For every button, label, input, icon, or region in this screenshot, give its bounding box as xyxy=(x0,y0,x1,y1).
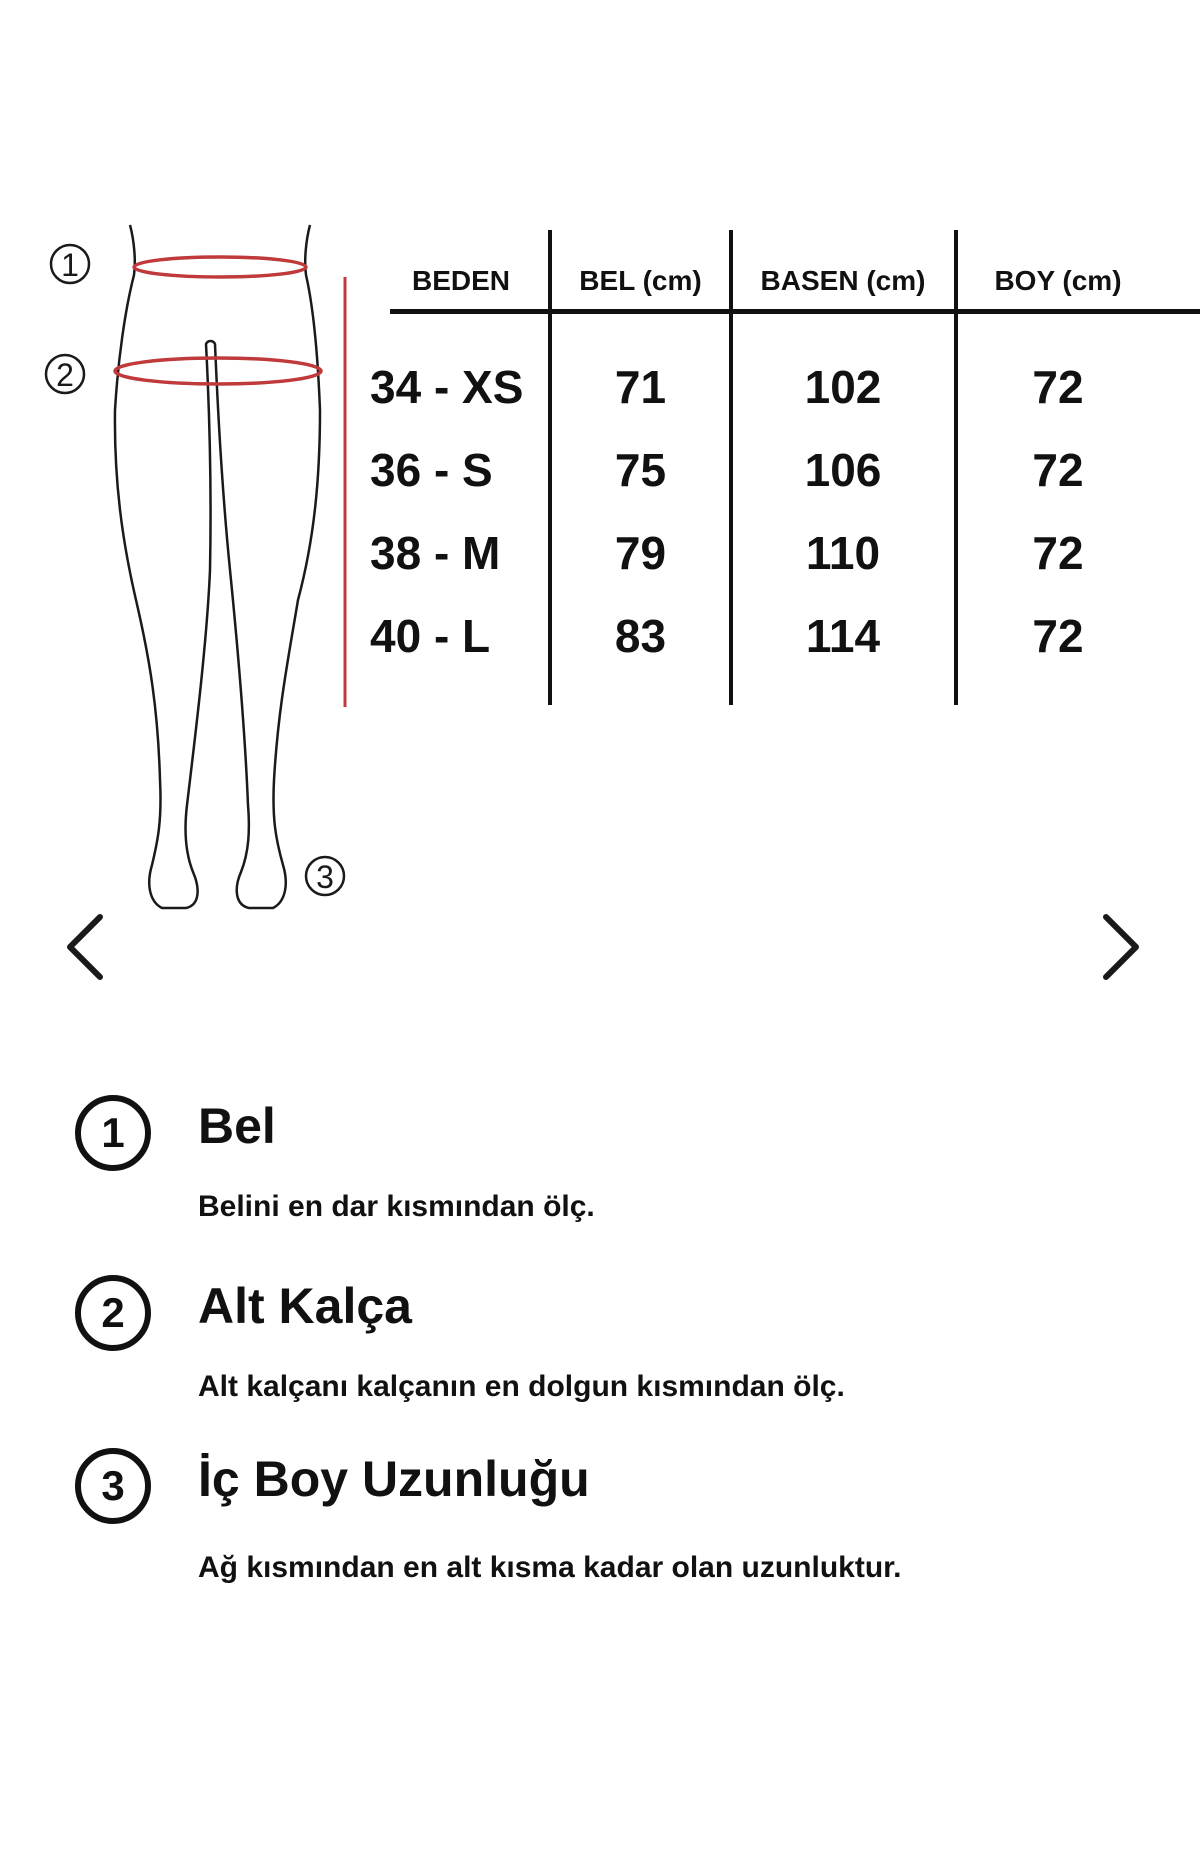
svg-text:1: 1 xyxy=(61,247,79,283)
header-basen: BASEN (cm) xyxy=(760,265,926,296)
size-table xyxy=(368,230,1200,705)
header-boy: BOY (cm) xyxy=(994,265,1122,296)
bel-cell: 83 xyxy=(614,610,667,662)
legend-description: Ağ kısmından en alt kısma kadar olan uzunluktur. xyxy=(198,1551,902,1584)
table-row xyxy=(368,526,1200,586)
marker-2 xyxy=(46,355,84,393)
legend-title: İç Boy Uzunluğu xyxy=(198,1451,590,1507)
size-cell: 34 - XS xyxy=(370,361,524,413)
bel-cell: 71 xyxy=(614,361,667,413)
hip-measure-line xyxy=(115,358,321,384)
size-cell: 36 - S xyxy=(370,444,493,496)
header-divider xyxy=(390,309,1200,314)
header-bel: BEL (cm) xyxy=(579,265,702,296)
legend-description: Alt kalçanı kalçanın en dolgun kısmından ölç. xyxy=(198,1370,845,1403)
svg-text:2: 2 xyxy=(56,357,74,393)
legend-title: Alt Kalça xyxy=(198,1278,412,1334)
basen-cell: 102 xyxy=(804,361,882,413)
size-cell: 38 - M xyxy=(370,527,501,579)
basen-cell: 110 xyxy=(805,527,881,579)
basen-cell: 106 xyxy=(804,444,882,496)
boy-cell: 72 xyxy=(1032,444,1084,496)
bel-cell: 79 xyxy=(614,527,667,579)
legend-description: Belini en dar kısmından ölç. xyxy=(198,1190,595,1223)
next-button[interactable] xyxy=(1100,912,1144,987)
leggings-diagram xyxy=(30,220,360,925)
leggings-outline-icon xyxy=(30,220,360,920)
chevron-right-icon xyxy=(1100,912,1144,982)
number-badge: 1 xyxy=(75,1095,151,1171)
number-badge: 2 xyxy=(75,1275,151,1351)
basen-cell: 114 xyxy=(805,610,881,662)
marker-3 xyxy=(306,857,344,895)
marker-1 xyxy=(51,245,89,283)
number-badge: 3 xyxy=(75,1448,151,1524)
table-row xyxy=(368,360,1200,420)
table-row xyxy=(368,443,1200,503)
boy-cell: 72 xyxy=(1032,361,1084,413)
boy-cell: 72 xyxy=(1032,527,1084,579)
bel-cell: 75 xyxy=(614,444,667,496)
legend-title: Bel xyxy=(198,1098,276,1154)
table-row xyxy=(368,609,1200,669)
prev-button[interactable] xyxy=(62,912,106,987)
boy-cell: 72 xyxy=(1032,610,1084,662)
header-beden: BEDEN xyxy=(411,265,510,296)
size-cell: 40 - L xyxy=(370,610,491,662)
chevron-left-icon xyxy=(62,912,106,982)
svg-text:3: 3 xyxy=(316,859,334,895)
waist-measure-line xyxy=(134,257,306,277)
